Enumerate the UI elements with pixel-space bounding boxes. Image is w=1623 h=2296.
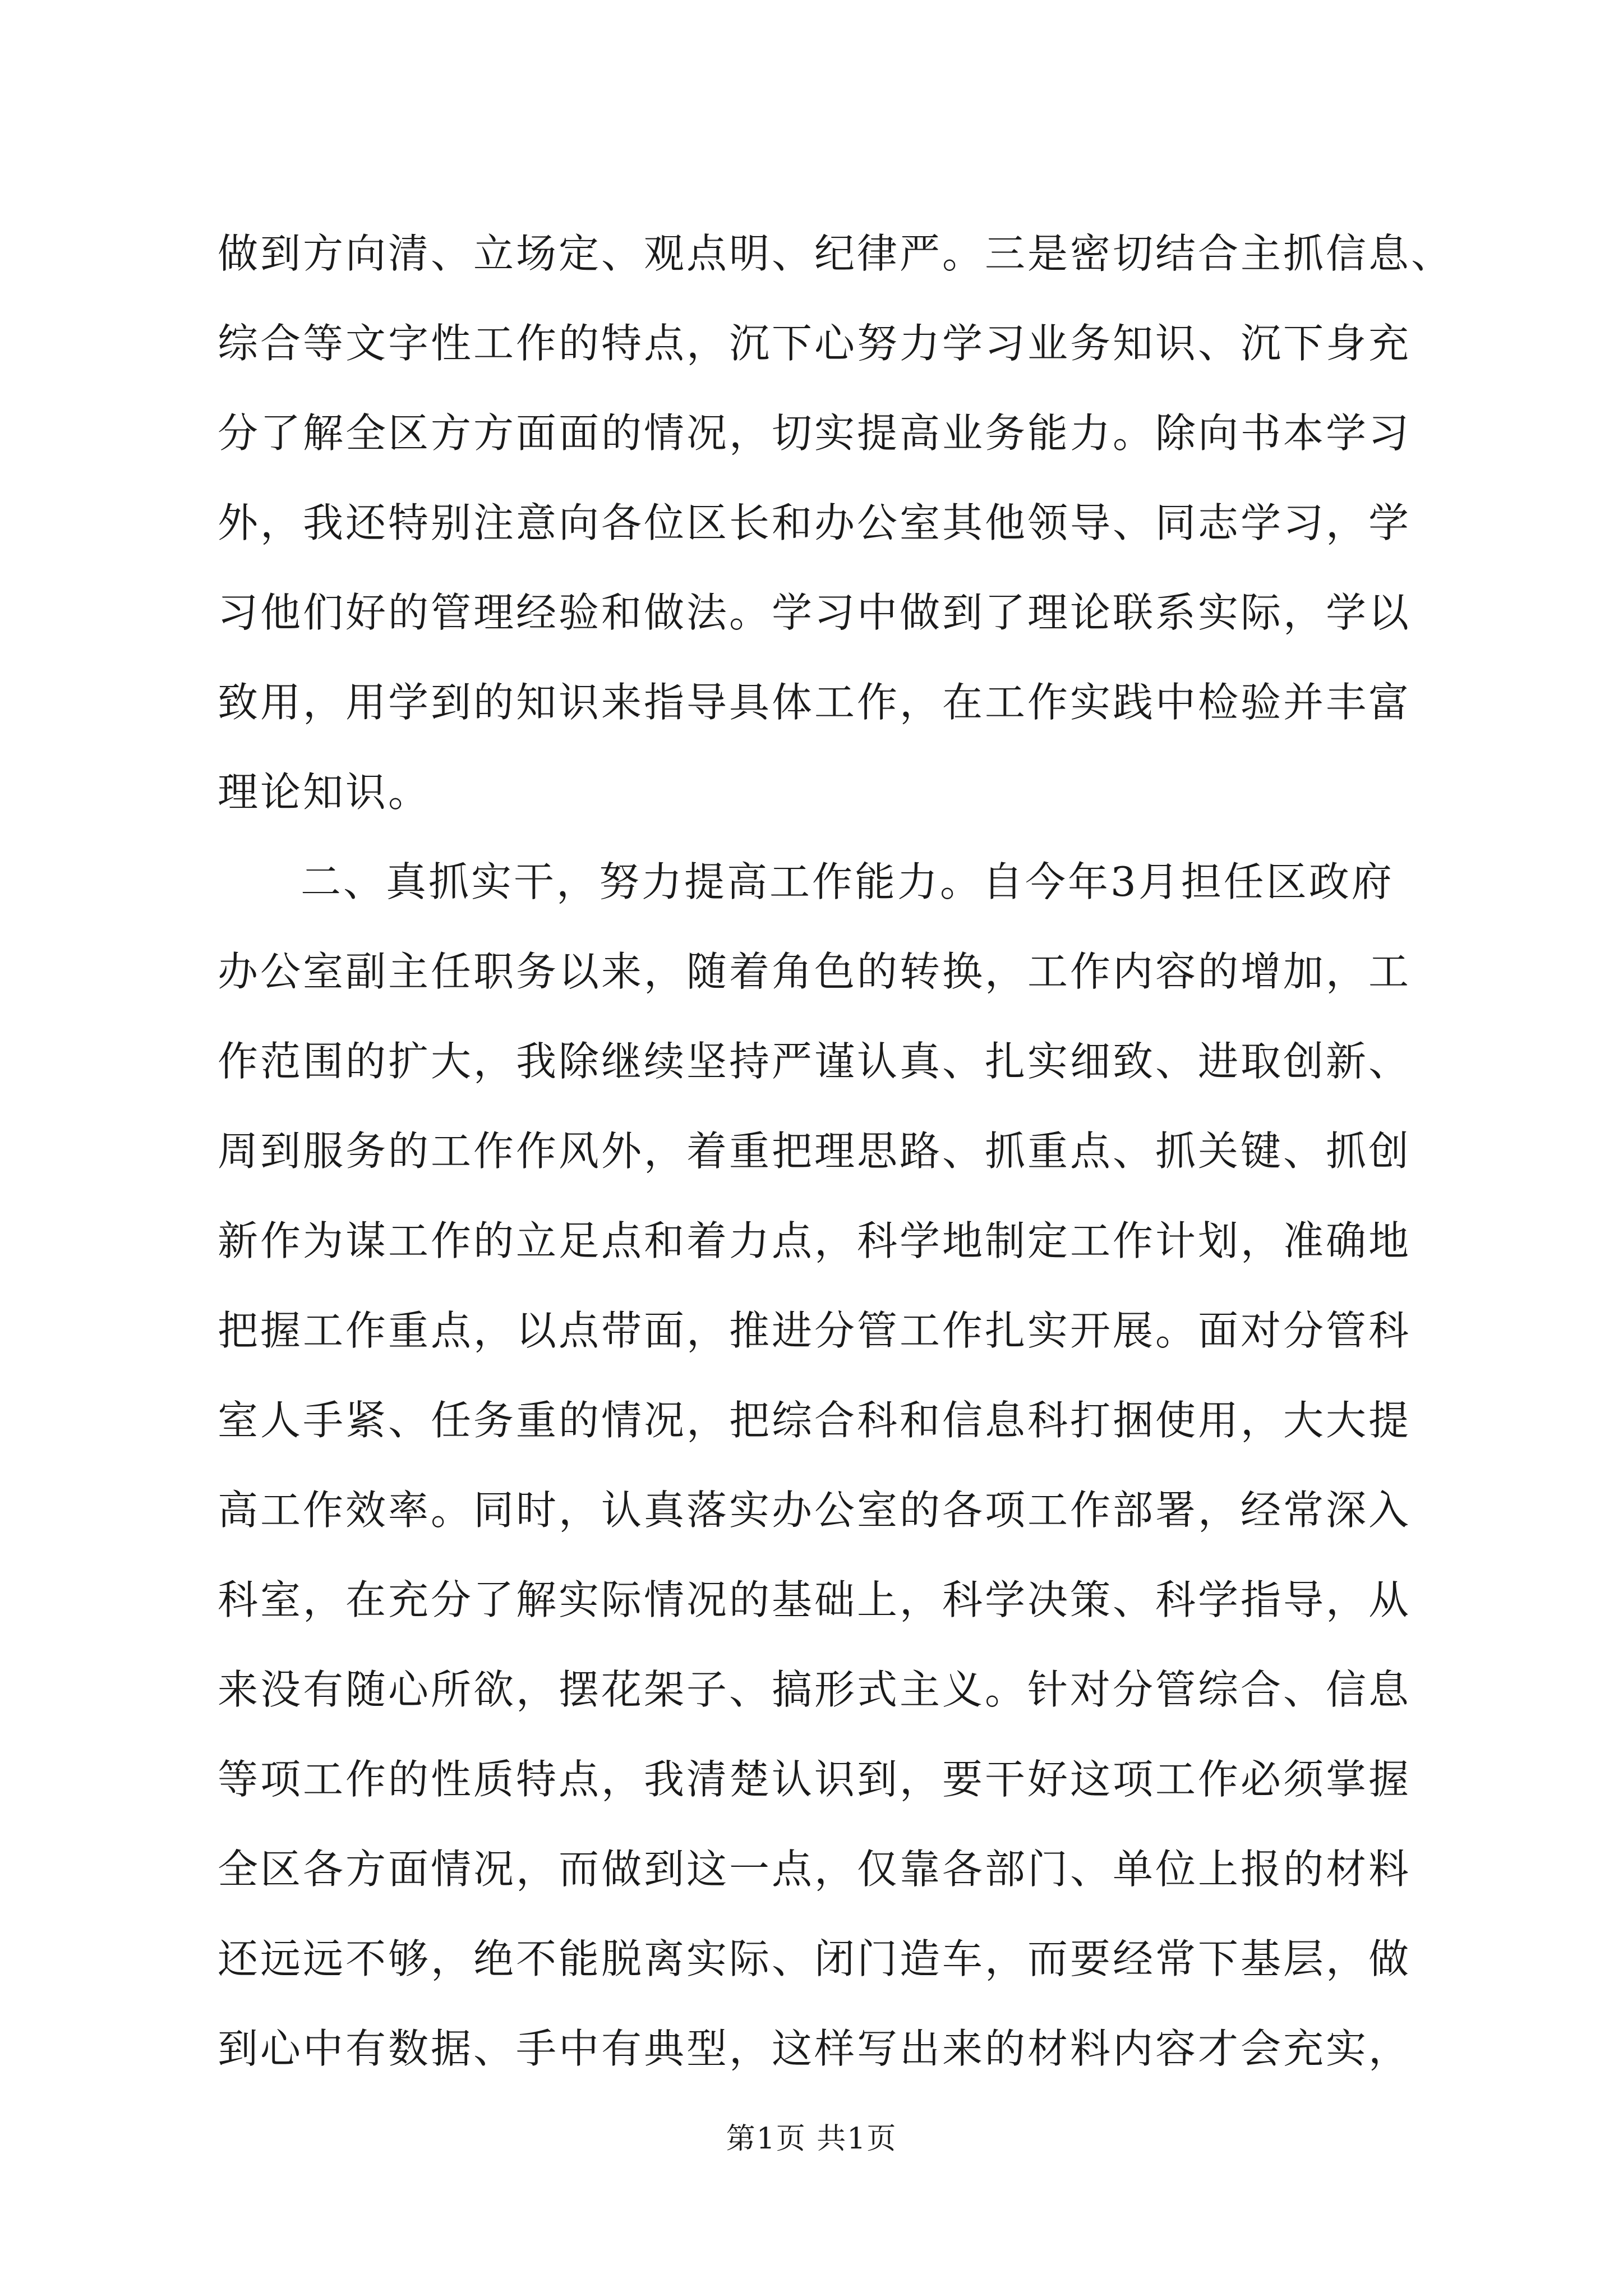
text-line: 办公室副主任职务以来，随着角色的转换，工作内容的增加，工 (218, 948, 1412, 995)
paragraph-start-line: 二、真抓实干，努力提高工作能力。自今年3月担任区政府 (301, 858, 1394, 905)
text-line: 习他们好的管理经验和做法。学习中做到了理论联系实际，学以 (218, 589, 1412, 636)
text-line: 等项工作的性质特点，我清楚认识到，要干好这项工作必须掌握 (218, 1756, 1412, 1803)
text-line: 把握工作重点，以点带面，推进分管工作扎实开展。面对分管科 (218, 1307, 1412, 1354)
text-line: 外，我还特别注意向各位区长和办公室其他领导、同志学习，学 (218, 499, 1412, 546)
text-line: 理论知识。 (218, 769, 431, 816)
text-line: 室人手紧、任务重的情况，把综合科和信息科打捆使用，大大提 (218, 1397, 1412, 1444)
text-line: 综合等文字性工作的特点，沉下心努力学习业务知识、沉下身充 (218, 320, 1412, 367)
text-line: 还远远不够，绝不能脱离实际、闭门造车，而要经常下基层，做 (218, 1935, 1412, 1982)
page-number-label: 第1页 共1页 (726, 2122, 897, 2156)
text-line: 做到方向清、立场定、观点明、纪律严。三是密切结合主抓信息、 (218, 230, 1454, 277)
text-line: 科室，在充分了解实际情况的基础上，科学决策、科学指导，从 (218, 1576, 1412, 1623)
text-line: 来没有随心所欲，摆花架子、搞形式主义。针对分管综合、信息 (218, 1666, 1412, 1713)
text-line: 分了解全区方方面面的情况，切实提高业务能力。除向书本学习 (218, 409, 1412, 457)
page-footer (0, 2115, 1623, 2157)
document-body (218, 209, 1454, 2093)
text-line: 作范围的扩大，我除继续坚持严谨认真、扎实细致、进取创新、 (218, 1038, 1412, 1085)
text-line: 高工作效率。同时，认真落实办公室的各项工作部署，经常深入 (218, 1487, 1412, 1534)
text-line: 到心中有数据、手中有典型，这样写出来的材料内容才会充实， (218, 2025, 1412, 2072)
text-line: 全区各方面情况，而做到这一点，仅靠各部门、单位上报的材料 (218, 1846, 1412, 1893)
text-line: 新作为谋工作的立足点和着力点，科学地制定工作计划，准确地 (218, 1217, 1412, 1264)
text-line: 致用，用学到的知识来指导具体工作，在工作实践中检验并丰富 (218, 679, 1412, 726)
text-line: 周到服务的工作作风外，着重把理思路、抓重点、抓关键、抓创 (218, 1128, 1412, 1175)
